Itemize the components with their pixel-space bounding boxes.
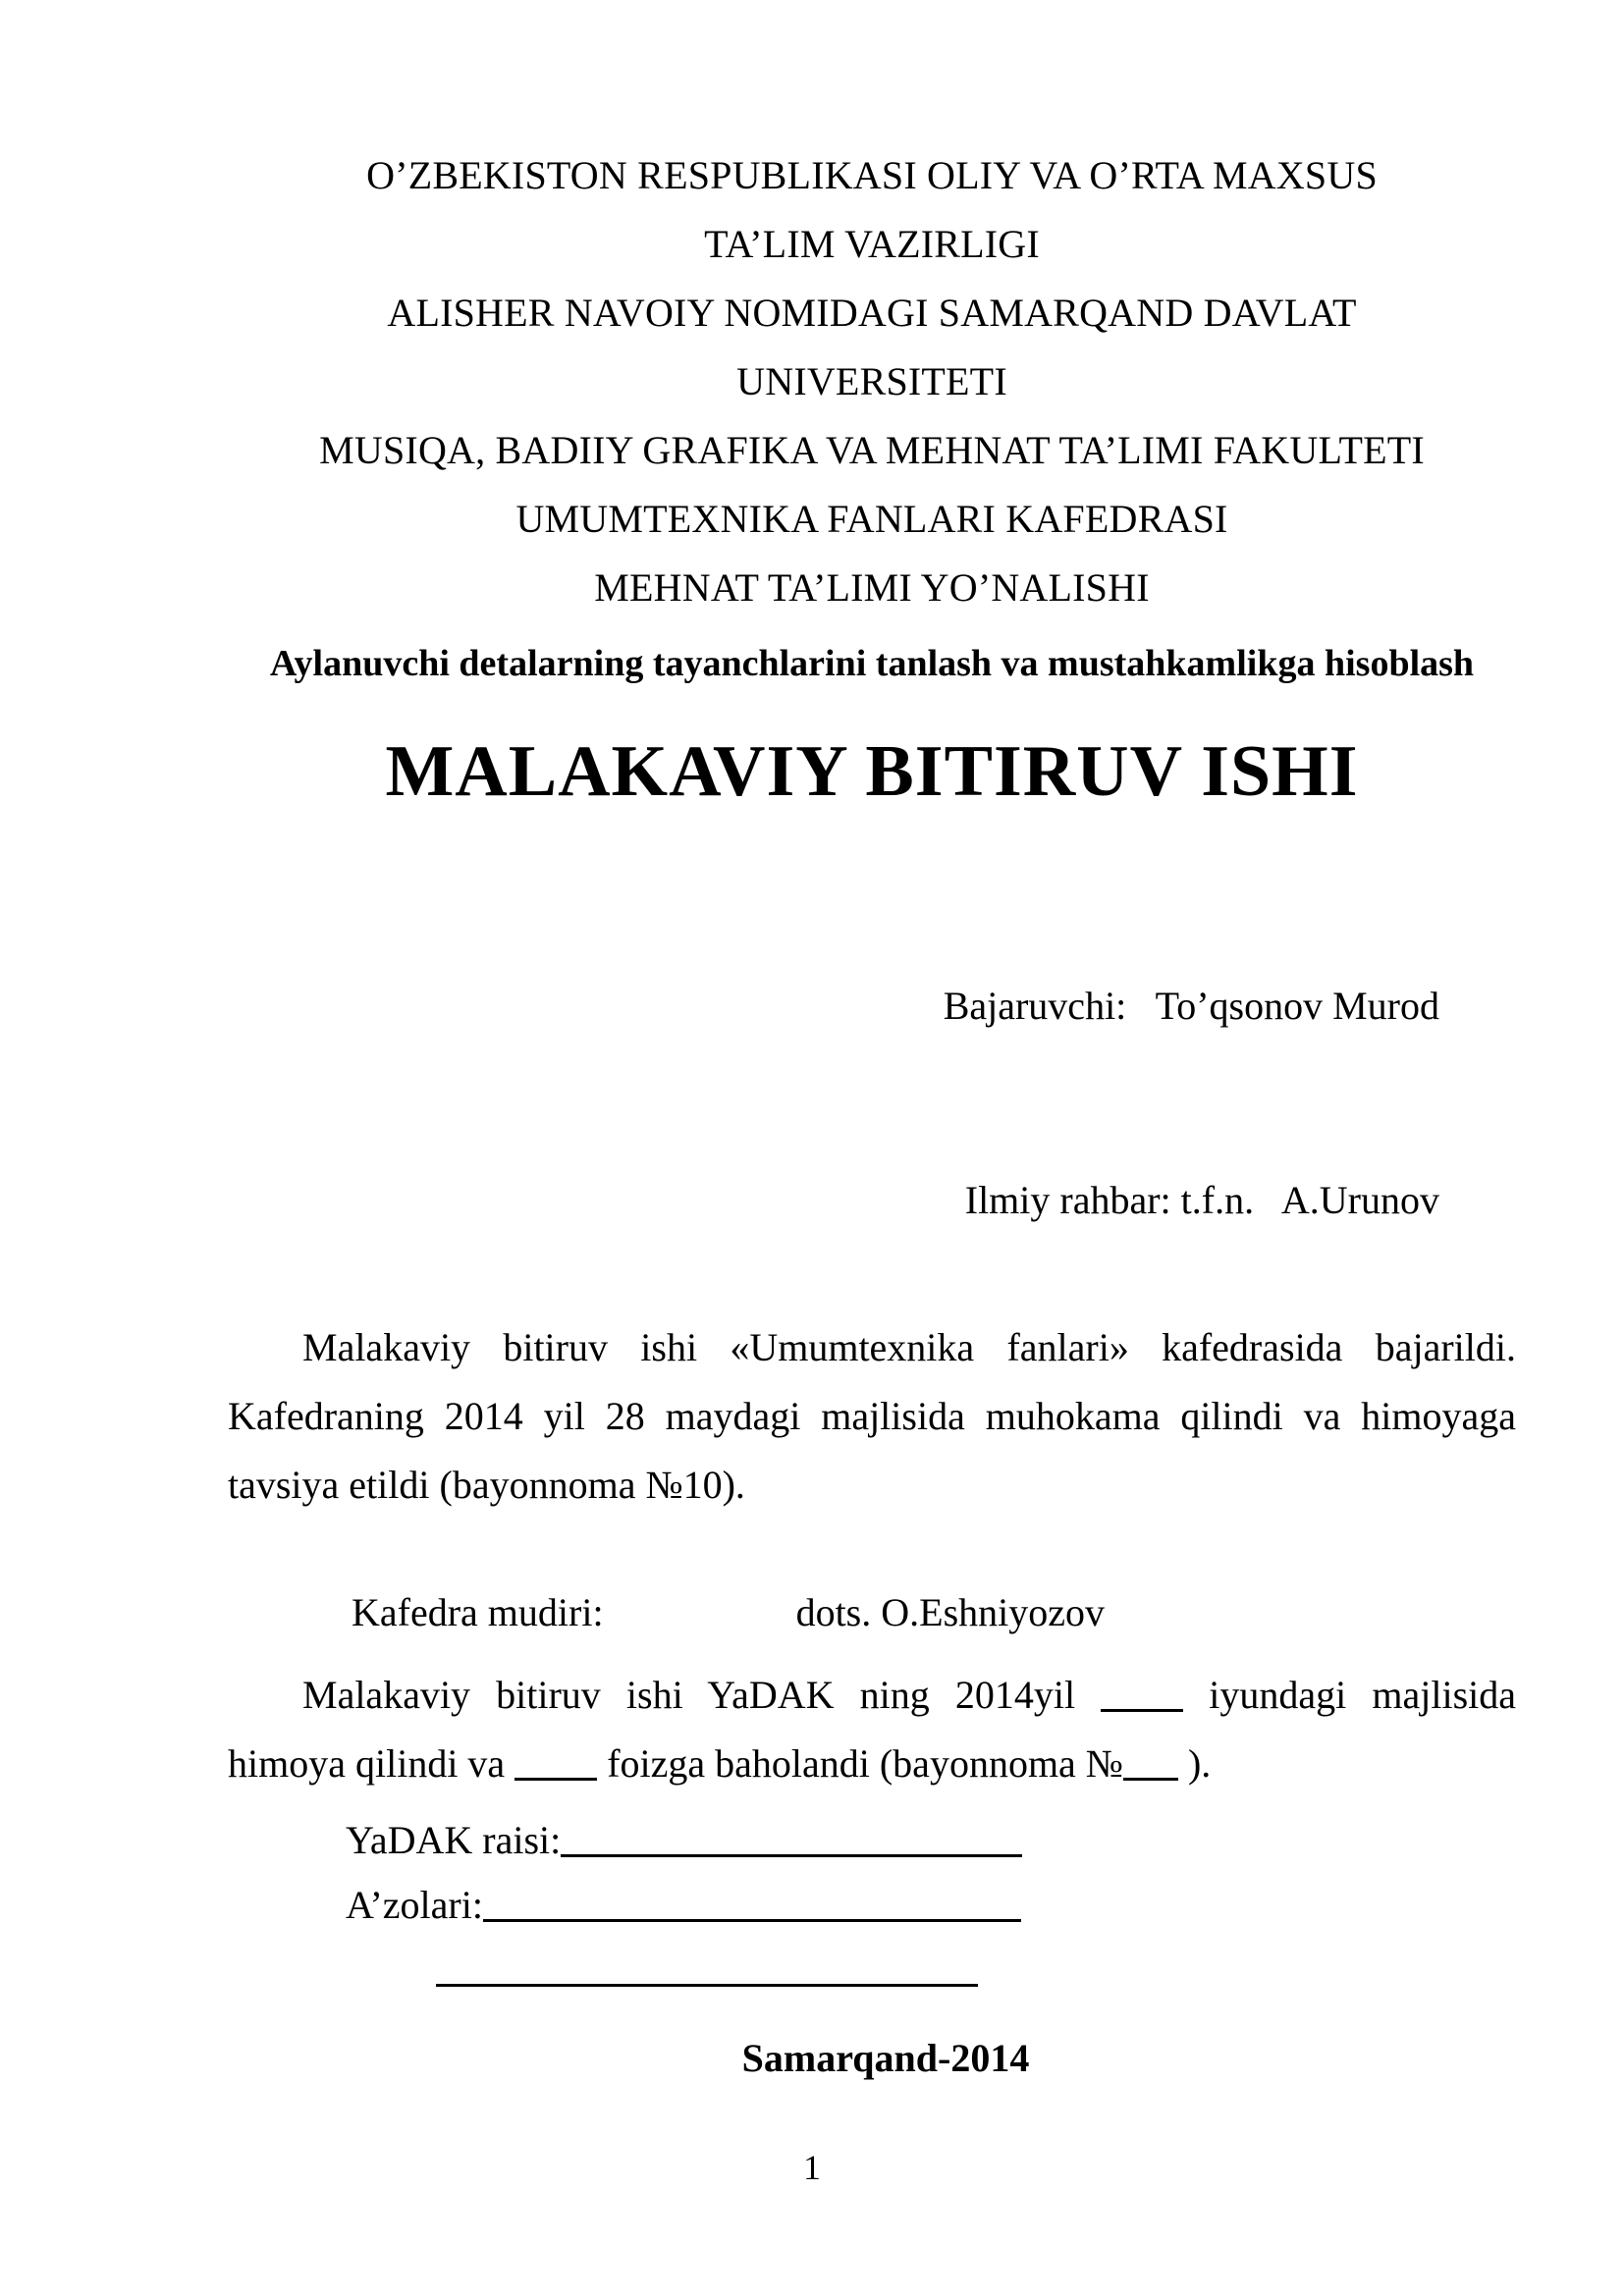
defense-month-blank[interactable] (1101, 1709, 1183, 1712)
performer-label: Bajaruvchi: (943, 984, 1127, 1028)
department-head-label: Kafedra mudiri: (352, 1590, 604, 1634)
chair-signature-row (228, 1808, 1516, 1873)
members-signature-row-2 (228, 1938, 1516, 2002)
supervisor-name: A.Urunov (1280, 1178, 1439, 1222)
organization-line-6: UMUMTEXNIKA FANLARI KAFEDRASI (515, 497, 1228, 541)
place-year: Samarqand-2014 (741, 2036, 1030, 2080)
performer-row (228, 909, 1439, 1103)
defense-percent-blank[interactable] (514, 1778, 597, 1781)
supervisor-gap-1 (1171, 1178, 1181, 1222)
members-signature-line-1[interactable] (483, 1919, 1021, 1922)
attribution-block (228, 909, 1516, 1298)
organization-line-1: O’ZBEKISTON RESPUBLIKASI OLIY VA O’RTA MAXSUS (366, 153, 1378, 197)
members-signature-line-2[interactable] (436, 1984, 978, 1987)
defense-text-part-2: iyundagi majlisida himoya qilindi va (228, 1673, 1517, 1786)
members-signature-row (228, 1873, 1516, 1938)
organization-line-2: TA’LIM VAZIRLIGI (704, 222, 1040, 266)
organization-line-7: MEHNAT TA’LIMI YO’NALISHI (594, 565, 1150, 610)
page-body-column (228, 0, 1516, 2296)
signature-block (228, 1808, 1516, 2002)
organization-line-5: MUSIQA, BADIIY GRAFIKA VA MEHNAT TA’LIMI FAKULTETI (319, 428, 1425, 472)
thesis-topic: Aylanuvchi detalarning tayanchlarini tanlash va mustahkamlikga hisoblash (269, 643, 1475, 684)
performer-name: To’qsonov Murod (1155, 984, 1439, 1028)
defense-text-part-4: ). (1187, 1741, 1212, 1786)
supervisor-row (228, 1103, 1439, 1298)
defense-text-part-3: foizga baholandi (bayonnoma № (607, 1741, 1123, 1786)
department-head-row (228, 1580, 1516, 1645)
supervisor-degree: t.f.n. (1180, 1178, 1255, 1222)
chair-signature-line[interactable] (561, 1854, 1022, 1857)
defense-protocol-blank[interactable] (1123, 1778, 1178, 1781)
defense-paragraph (228, 1661, 1516, 1798)
defense-text-part-1: Malakaviy bitiruv ishi YaDAK ning 2014yil (302, 1673, 1076, 1717)
performer-gap (1126, 984, 1155, 1028)
department-head-value: dots. O.Eshniyozov (795, 1590, 1105, 1634)
page-number: 1 (803, 2148, 821, 2187)
organization-heading-block (228, 0, 1516, 622)
chair-label: YaDAK raisi: (346, 1818, 562, 1862)
approval-paragraph: Malakaviy bitiruv ishi «Umumtexnika fanlari» kafedrasida bajarildi. Kafedraning 2014 yil 28 maydagi majlisida muhokama qilindi va himoyaga tavsiya etildi (bayonnoma №10). (228, 1325, 1516, 1507)
organization-line-3: ALISHER NAVOIY NOMIDAGI SAMARQAND DAVLAT (387, 291, 1357, 335)
supervisor-gap-2 (1254, 1178, 1281, 1222)
main-title: MALAKAVIY BITIRUV ISHI (385, 731, 1359, 812)
supervisor-label: Ilmiy rahbar: (964, 1178, 1171, 1222)
members-label: A’zolari: (346, 1883, 483, 1927)
organization-line-4: UNIVERSITETI (736, 359, 1007, 403)
